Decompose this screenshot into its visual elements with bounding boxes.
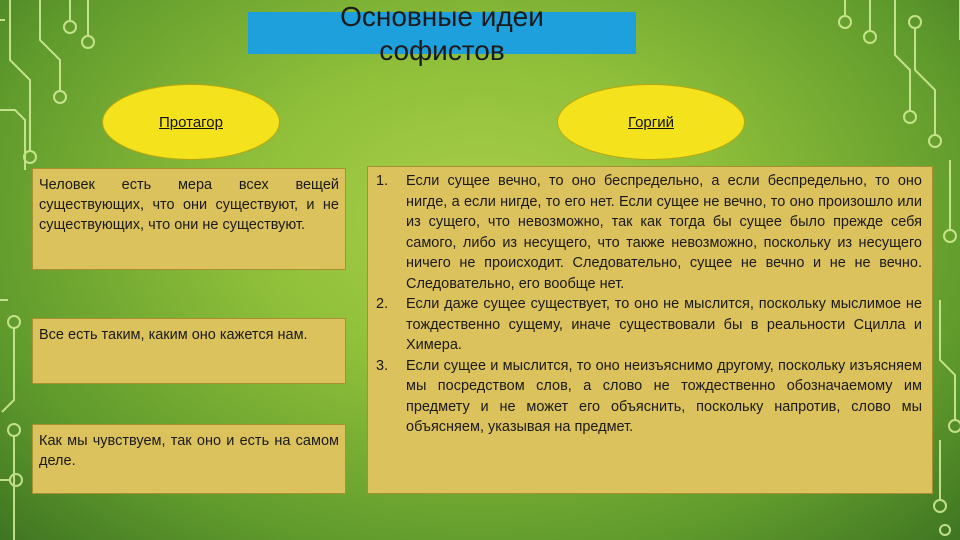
protagoras-thesis-2: Все есть таким, каким оно кажется нам. xyxy=(32,318,346,384)
title-line-1: Основные идеи xyxy=(340,1,544,32)
item-text: Если сущее и мыслится, то оно неизъяснимо другому, поскольку изъясняем мы посредством слов, а слово не тождественно обозначаемому им предмету и не может его объяснить, поскольку напротив, слово мы объясняем, указывая на предмет. xyxy=(406,357,922,435)
item-text: Если даже сущее существует, то оно не мыслится, поскольку мыслимое не тождественно сущему, иначе существовали бы в реальности Сцилла и Химера. xyxy=(406,296,922,353)
protagoras-thesis-3: Как мы чувствуем, так оно и есть на самом деле. xyxy=(32,424,346,494)
item-number: 1. xyxy=(376,173,389,189)
gorgias-header: Горгий xyxy=(557,84,745,160)
item-number: 2. xyxy=(376,296,389,312)
slide-title xyxy=(248,0,636,68)
gorgias-theses-list xyxy=(376,171,922,438)
protagoras-thesis-1: Человек есть мера всех вещей существующих, что они существуют, и не существующих, что они не существуют. xyxy=(32,168,346,270)
item-number: 3. xyxy=(376,357,389,374)
title-line-2: софистов xyxy=(379,35,505,66)
list-item xyxy=(376,356,922,438)
protagoras-header: Протагор xyxy=(102,84,280,160)
list-item xyxy=(376,171,922,294)
list-item xyxy=(376,294,922,356)
item-text: Если сущее вечно, то оно беспредельно, а если беспредельно, то оно нигде, а если нигде, то его нет. Если сущее не вечно, то оно произошло или из сущего, что невозможно, так как тогда бы сущее было прежде себя самого, либо из несущего, что также невозможно, поскольку из несущего ничего не происходит. Следовательно, сущее не вечно и не не вечно. Следовательно, его вообще нет. xyxy=(406,173,922,292)
gorgias-theses-box xyxy=(367,166,933,494)
